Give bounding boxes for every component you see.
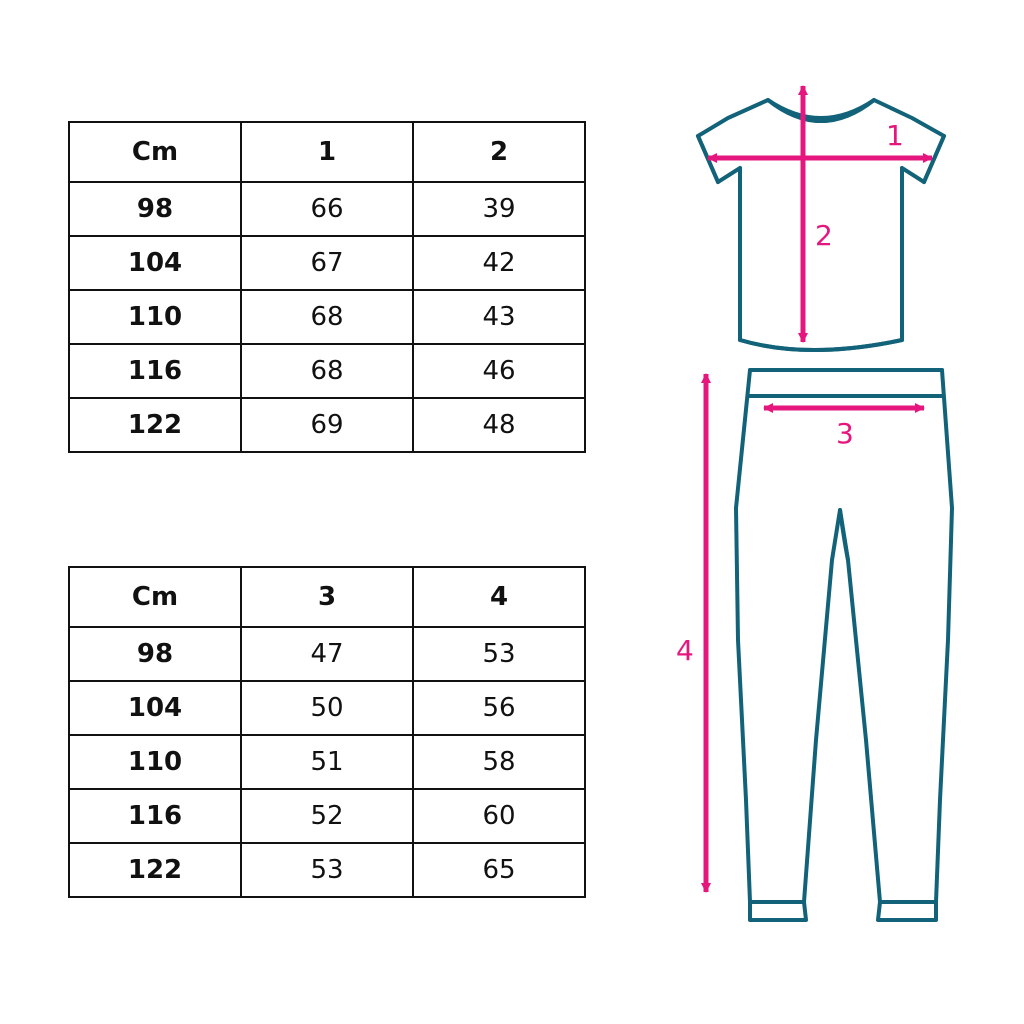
table-2-value-110-4: 58 bbox=[413, 735, 585, 789]
measure-label-4: 4 bbox=[676, 634, 694, 667]
table-1-value-122-1: 69 bbox=[241, 398, 413, 452]
table-1-header-1: 1 bbox=[241, 122, 413, 182]
table-2-size-104: 104 bbox=[69, 681, 241, 735]
table-row bbox=[69, 398, 585, 452]
measure-label-3: 3 bbox=[836, 417, 854, 450]
table-1-value-98-2: 39 bbox=[413, 182, 585, 236]
table-2-header-4: 4 bbox=[413, 567, 585, 627]
table-header-row bbox=[69, 122, 585, 182]
table-1-value-110-2: 43 bbox=[413, 290, 585, 344]
table-2-value-98-3: 47 bbox=[241, 627, 413, 681]
pants-figure bbox=[736, 370, 952, 920]
table-2-value-98-4: 53 bbox=[413, 627, 585, 681]
table-row bbox=[69, 182, 585, 236]
table-1-size-116: 116 bbox=[69, 344, 241, 398]
table-2-value-116-3: 52 bbox=[241, 789, 413, 843]
table-2-value-110-3: 51 bbox=[241, 735, 413, 789]
table-1-value-116-1: 68 bbox=[241, 344, 413, 398]
table-row bbox=[69, 789, 585, 843]
table-row bbox=[69, 627, 585, 681]
table-1-size-104: 104 bbox=[69, 236, 241, 290]
table-1-header-2: 2 bbox=[413, 122, 585, 182]
table-1-size-98: 98 bbox=[69, 182, 241, 236]
measure-label-1: 1 bbox=[886, 119, 904, 152]
pants-measure-width bbox=[764, 408, 924, 450]
table-1-value-110-1: 68 bbox=[241, 290, 413, 344]
size-table-1 bbox=[68, 121, 586, 453]
measure-label-2: 2 bbox=[815, 219, 833, 252]
measurement-tables bbox=[68, 0, 588, 1024]
table-1-value-104-1: 67 bbox=[241, 236, 413, 290]
table-2-value-104-3: 50 bbox=[241, 681, 413, 735]
table-2-value-116-4: 60 bbox=[413, 789, 585, 843]
table-1-size-110: 110 bbox=[69, 290, 241, 344]
table-row bbox=[69, 290, 585, 344]
table-1-size-122: 122 bbox=[69, 398, 241, 452]
t-shirt-measure-width bbox=[708, 119, 932, 158]
table-2-value-122-4: 65 bbox=[413, 843, 585, 897]
table-row bbox=[69, 843, 585, 897]
size-table-2 bbox=[68, 566, 586, 898]
table-row bbox=[69, 344, 585, 398]
table-header-row bbox=[69, 567, 585, 627]
table-row bbox=[69, 236, 585, 290]
garment-diagrams bbox=[640, 40, 1024, 980]
table-row bbox=[69, 735, 585, 789]
table-2-size-98: 98 bbox=[69, 627, 241, 681]
table-1-value-122-2: 48 bbox=[413, 398, 585, 452]
table-1-header-cm: Cm bbox=[69, 122, 241, 182]
t-shirt-measure-length bbox=[803, 86, 833, 342]
table-2-size-116: 116 bbox=[69, 789, 241, 843]
table-row bbox=[69, 681, 585, 735]
pants-measure-length bbox=[676, 374, 706, 892]
table-1-value-104-2: 42 bbox=[413, 236, 585, 290]
table-2-value-104-4: 56 bbox=[413, 681, 585, 735]
table-2-value-122-3: 53 bbox=[241, 843, 413, 897]
table-2-size-122: 122 bbox=[69, 843, 241, 897]
table-2-size-110: 110 bbox=[69, 735, 241, 789]
table-2-header-3: 3 bbox=[241, 567, 413, 627]
table-2-header-cm: Cm bbox=[69, 567, 241, 627]
table-1-value-116-2: 46 bbox=[413, 344, 585, 398]
table-1-value-98-1: 66 bbox=[241, 182, 413, 236]
